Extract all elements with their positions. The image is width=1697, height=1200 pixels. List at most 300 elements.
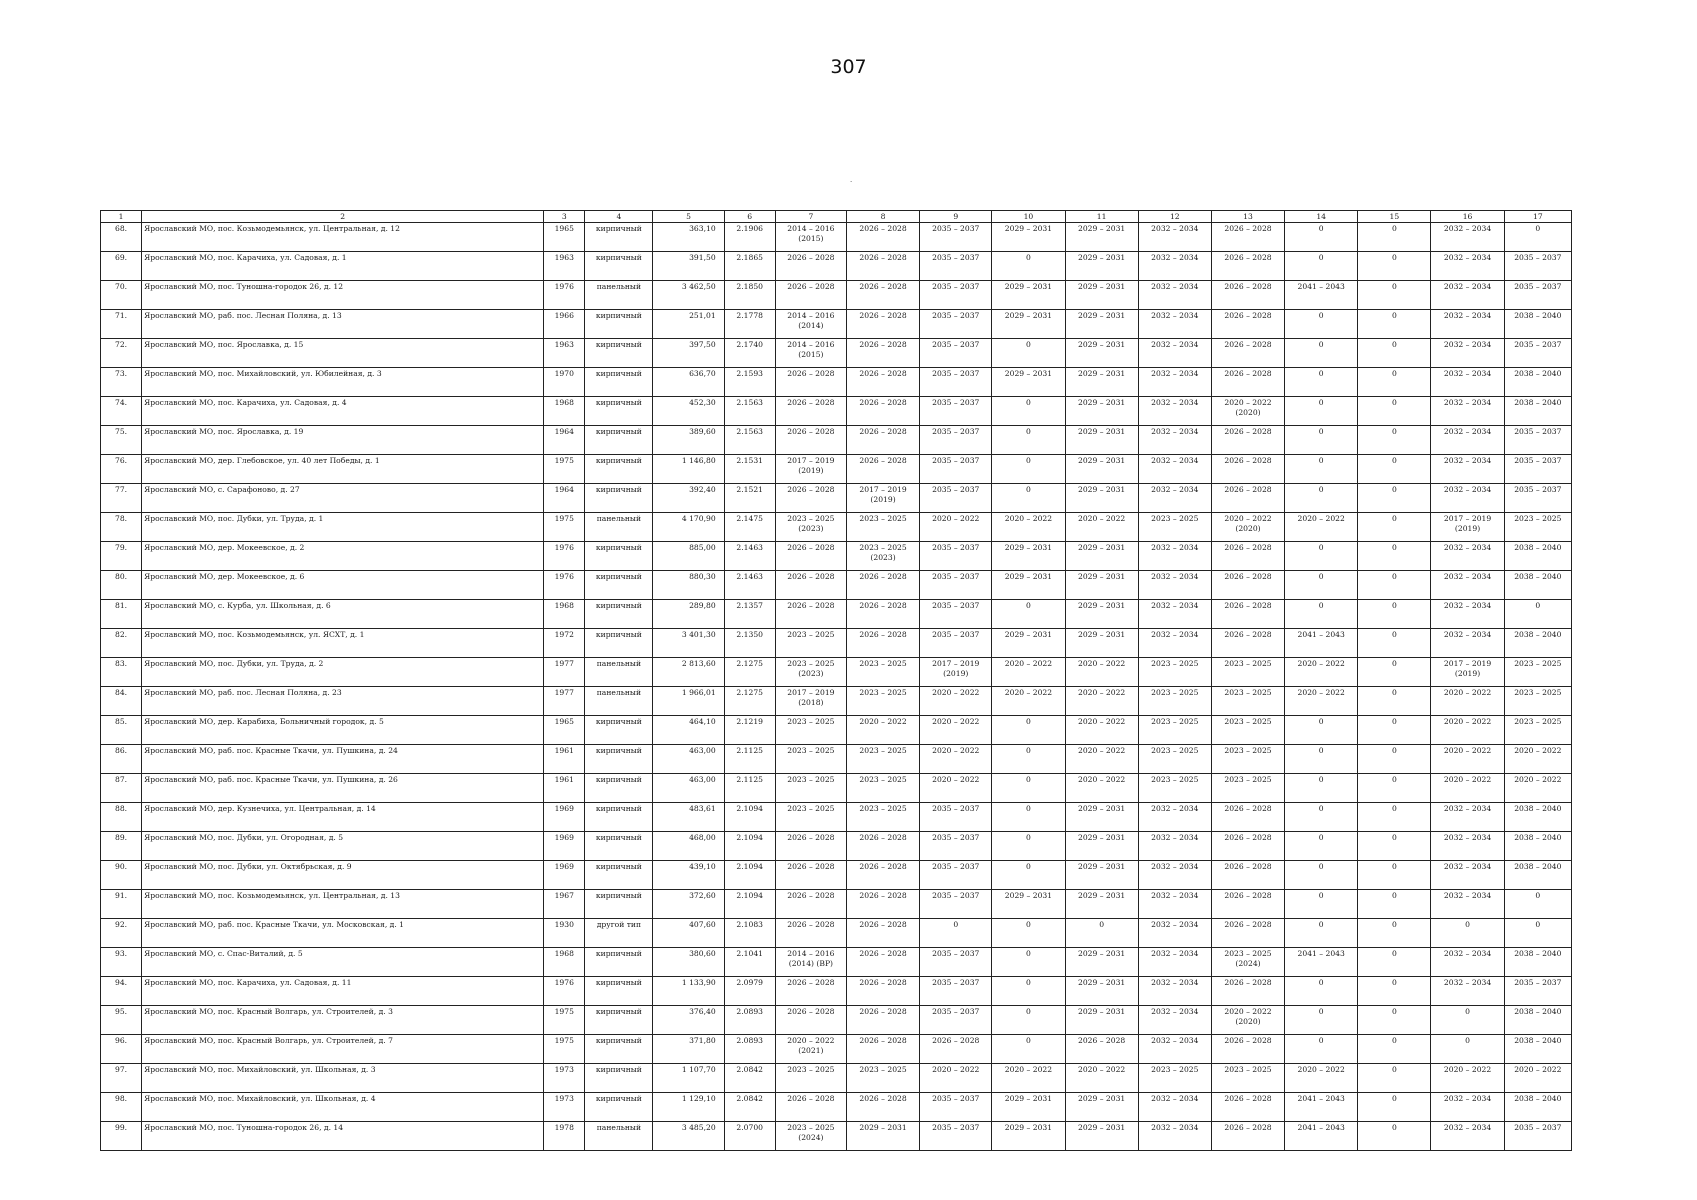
table-cell-col-13: 2020 – 2022 (2020) [1211, 1006, 1284, 1035]
table-row [101, 629, 1572, 658]
table-cell-col-17: 2038 – 2040 [1504, 542, 1571, 571]
table-cell-col-15: 0 [1358, 861, 1431, 890]
table-cell-col-8: 2026 – 2028 [846, 600, 919, 629]
table-cell-col-13: 2026 – 2028 [1211, 919, 1284, 948]
table-cell-col-15: 0 [1358, 252, 1431, 281]
table-cell-col-14: 0 [1285, 919, 1358, 948]
table-cell-col-11: 2020 – 2022 [1065, 513, 1138, 542]
table-cell-col-8: 2026 – 2028 [846, 310, 919, 339]
table-cell-col-7: 2017 – 2019 (2018) [775, 687, 846, 716]
table-cell-col-12: 2032 – 2034 [1138, 629, 1211, 658]
table-cell-col-17: 2035 – 2037 [1504, 252, 1571, 281]
table-cell-col-6: 2.1475 [724, 513, 775, 542]
table-cell-col-13: 2023 – 2025 [1211, 774, 1284, 803]
table-cell-col-7: 2026 – 2028 [775, 919, 846, 948]
table-cell-col-15: 0 [1358, 571, 1431, 600]
table-cell-col-9: 2035 – 2037 [920, 426, 992, 455]
table-cell-col-13: 2026 – 2028 [1211, 861, 1284, 890]
table-cell-col-17: 2023 – 2025 [1504, 658, 1571, 687]
table-cell-col-7: 2023 – 2025 [775, 629, 846, 658]
column-header-1: 1 [101, 211, 142, 223]
table-cell-col-13: 2023 – 2025 [1211, 716, 1284, 745]
table-cell-col-4: кирпичный [585, 223, 653, 252]
table-cell-col-4: кирпичный [585, 397, 653, 426]
table-cell-col-10: 0 [992, 977, 1065, 1006]
table-cell-col-17: 0 [1504, 890, 1571, 919]
table-cell-col-1: 83. [101, 658, 142, 687]
table-cell-col-9: 2035 – 2037 [920, 339, 992, 368]
table-cell-col-17: 2035 – 2037 [1504, 977, 1571, 1006]
table-cell-col-17: 2035 – 2037 [1504, 339, 1571, 368]
table-cell-col-2: Ярославский МО, пос. Козьмодемьянск, ул. Центральная, д. 12 [142, 223, 544, 252]
table-cell-col-14: 0 [1285, 803, 1358, 832]
table-cell-col-6: 2.1906 [724, 223, 775, 252]
table-cell-col-9: 2035 – 2037 [920, 861, 992, 890]
table-cell-col-9: 2035 – 2037 [920, 803, 992, 832]
table-cell-col-10: 2029 – 2031 [992, 1093, 1065, 1122]
table-row [101, 658, 1572, 687]
table-cell-col-4: кирпичный [585, 1064, 653, 1093]
table-row [101, 600, 1572, 629]
table-cell-col-10: 0 [992, 948, 1065, 977]
table-cell-col-3: 1966 [544, 310, 585, 339]
table-cell-col-8: 2026 – 2028 [846, 977, 919, 1006]
table-cell-col-2: Ярославский МО, раб. пос. Лесная Поляна, д. 13 [142, 310, 544, 339]
table-cell-col-2: Ярославский МО, пос. Козьмодемьянск, ул. Центральная, д. 13 [142, 890, 544, 919]
table-cell-col-13: 2026 – 2028 [1211, 1093, 1284, 1122]
table-cell-col-6: 2.1083 [724, 919, 775, 948]
table-cell-col-5: 1 107,70 [653, 1064, 724, 1093]
table-cell-col-11: 2026 – 2028 [1065, 1035, 1138, 1064]
table-cell-col-2: Ярославский МО, с. Сарафоново, д. 27 [142, 484, 544, 513]
table-cell-col-9: 2035 – 2037 [920, 571, 992, 600]
table-cell-col-8: 2023 – 2025 [846, 658, 919, 687]
table-cell-col-17: 2038 – 2040 [1504, 1093, 1571, 1122]
table-cell-col-11: 2020 – 2022 [1065, 687, 1138, 716]
table-cell-col-13: 2026 – 2028 [1211, 1035, 1284, 1064]
table-cell-col-9: 2035 – 2037 [920, 397, 992, 426]
table-cell-col-12: 2023 – 2025 [1138, 687, 1211, 716]
table-cell-col-16: 2032 – 2034 [1431, 1122, 1504, 1151]
table-cell-col-12: 2032 – 2034 [1138, 832, 1211, 861]
table-cell-col-11: 2029 – 2031 [1065, 252, 1138, 281]
table-cell-col-15: 0 [1358, 1122, 1431, 1151]
table-cell-col-9: 2035 – 2037 [920, 455, 992, 484]
table-cell-col-16: 2017 – 2019 (2019) [1431, 658, 1504, 687]
table-cell-col-15: 0 [1358, 1093, 1431, 1122]
table-cell-col-6: 2.0842 [724, 1093, 775, 1122]
table-cell-col-14: 2041 – 2043 [1285, 281, 1358, 310]
table-cell-col-16: 2032 – 2034 [1431, 542, 1504, 571]
table-cell-col-10: 2029 – 2031 [992, 1122, 1065, 1151]
table-cell-col-4: кирпичный [585, 1093, 653, 1122]
table-cell-col-16: 2032 – 2034 [1431, 1093, 1504, 1122]
table-cell-col-13: 2020 – 2022 (2020) [1211, 397, 1284, 426]
table-cell-col-12: 2032 – 2034 [1138, 571, 1211, 600]
table-cell-col-8: 2026 – 2028 [846, 252, 919, 281]
table-cell-col-16: 0 [1431, 1035, 1504, 1064]
table-cell-col-2: Ярославский МО, дер. Мокеевское, д. 6 [142, 571, 544, 600]
table-cell-col-13: 2023 – 2025 [1211, 658, 1284, 687]
table-cell-col-1: 95. [101, 1006, 142, 1035]
table-cell-col-11: 2020 – 2022 [1065, 1064, 1138, 1093]
table-cell-col-2: Ярославский МО, пос. Карачиха, ул. Садовая, д. 1 [142, 252, 544, 281]
table-row [101, 803, 1572, 832]
table-cell-col-4: кирпичный [585, 1006, 653, 1035]
table-cell-col-13: 2026 – 2028 [1211, 310, 1284, 339]
table-cell-col-8: 2023 – 2025 [846, 687, 919, 716]
table-cell-col-14: 0 [1285, 426, 1358, 455]
table-cell-col-4: кирпичный [585, 890, 653, 919]
table-cell-col-10: 0 [992, 339, 1065, 368]
table-cell-col-9: 2020 – 2022 [920, 687, 992, 716]
table-cell-col-4: кирпичный [585, 571, 653, 600]
table-cell-col-13: 2026 – 2028 [1211, 600, 1284, 629]
table-cell-col-1: 87. [101, 774, 142, 803]
table-cell-col-12: 2023 – 2025 [1138, 716, 1211, 745]
table-cell-col-13: 2026 – 2028 [1211, 890, 1284, 919]
table-cell-col-4: кирпичный [585, 339, 653, 368]
column-header-6: 6 [724, 211, 775, 223]
table-cell-col-15: 0 [1358, 484, 1431, 513]
column-header-2: 2 [142, 211, 544, 223]
table-cell-col-3: 1976 [544, 281, 585, 310]
table-cell-col-3: 1973 [544, 1093, 585, 1122]
table-cell-col-8: 2023 – 2025 [846, 803, 919, 832]
table-cell-col-14: 0 [1285, 455, 1358, 484]
column-header-3: 3 [544, 211, 585, 223]
table-cell-col-15: 0 [1358, 1035, 1431, 1064]
table-cell-col-3: 1976 [544, 571, 585, 600]
table-cell-col-12: 2023 – 2025 [1138, 658, 1211, 687]
table-cell-col-11: 2020 – 2022 [1065, 745, 1138, 774]
table-cell-col-9: 2035 – 2037 [920, 1122, 992, 1151]
table-cell-col-16: 2032 – 2034 [1431, 426, 1504, 455]
table-cell-col-7: 2023 – 2025 [775, 774, 846, 803]
table-cell-col-17: 0 [1504, 919, 1571, 948]
column-header-11: 11 [1065, 211, 1138, 223]
table-cell-col-17: 2020 – 2022 [1504, 774, 1571, 803]
table-row [101, 484, 1572, 513]
table-cell-col-6: 2.0893 [724, 1006, 775, 1035]
table-cell-col-6: 2.1094 [724, 890, 775, 919]
table-row [101, 716, 1572, 745]
table-cell-col-5: 376,40 [653, 1006, 724, 1035]
table-cell-col-5: 4 170,90 [653, 513, 724, 542]
table-cell-col-1: 78. [101, 513, 142, 542]
table-cell-col-7: 2023 – 2025 [775, 716, 846, 745]
table-cell-col-2: Ярославский МО, пос. Дубки, ул. Огородная, д. 5 [142, 832, 544, 861]
table-cell-col-12: 2032 – 2034 [1138, 600, 1211, 629]
table-cell-col-14: 0 [1285, 890, 1358, 919]
table-cell-col-3: 1965 [544, 716, 585, 745]
table-cell-col-2: Ярославский МО, раб. пос. Красные Ткачи, ул. Московская, д. 1 [142, 919, 544, 948]
table-cell-col-9: 2020 – 2022 [920, 774, 992, 803]
table-cell-col-9: 2035 – 2037 [920, 542, 992, 571]
table-cell-col-11: 2020 – 2022 [1065, 774, 1138, 803]
table-cell-col-7: 2017 – 2019 (2019) [775, 455, 846, 484]
table-cell-col-13: 2026 – 2028 [1211, 977, 1284, 1006]
table-cell-col-4: кирпичный [585, 252, 653, 281]
table-cell-col-1: 91. [101, 890, 142, 919]
table-cell-col-11: 2029 – 2031 [1065, 1006, 1138, 1035]
table-cell-col-14: 0 [1285, 977, 1358, 1006]
table-cell-col-7: 2020 – 2022 (2021) [775, 1035, 846, 1064]
table-row [101, 1035, 1572, 1064]
table-cell-col-17: 2023 – 2025 [1504, 513, 1571, 542]
table-cell-col-10: 2020 – 2022 [992, 1064, 1065, 1093]
table-cell-col-2: Ярославский МО, пос. Ярославка, д. 19 [142, 426, 544, 455]
table-row [101, 397, 1572, 426]
table-cell-col-14: 0 [1285, 1035, 1358, 1064]
column-header-13: 13 [1211, 211, 1284, 223]
table-cell-col-9: 2035 – 2037 [920, 948, 992, 977]
table-cell-col-13: 2026 – 2028 [1211, 832, 1284, 861]
table-cell-col-7: 2026 – 2028 [775, 368, 846, 397]
table-cell-col-8: 2026 – 2028 [846, 1006, 919, 1035]
column-header-12: 12 [1138, 211, 1211, 223]
table-cell-col-17: 2035 – 2037 [1504, 426, 1571, 455]
table-cell-col-16: 2032 – 2034 [1431, 455, 1504, 484]
table-cell-col-16: 2032 – 2034 [1431, 890, 1504, 919]
table-cell-col-16: 2020 – 2022 [1431, 774, 1504, 803]
table-cell-col-3: 1930 [544, 919, 585, 948]
table-cell-col-1: 68. [101, 223, 142, 252]
table-cell-col-7: 2023 – 2025 (2023) [775, 658, 846, 687]
table-cell-col-1: 85. [101, 716, 142, 745]
table-cell-col-7: 2014 – 2016 (2014) [775, 310, 846, 339]
table-cell-col-14: 0 [1285, 571, 1358, 600]
table-cell-col-11: 2029 – 2031 [1065, 281, 1138, 310]
table-cell-col-6: 2.0700 [724, 1122, 775, 1151]
table-cell-col-13: 2026 – 2028 [1211, 368, 1284, 397]
table-cell-col-4: кирпичный [585, 1035, 653, 1064]
table-cell-col-13: 2023 – 2025 [1211, 1064, 1284, 1093]
table-cell-col-1: 98. [101, 1093, 142, 1122]
table-cell-col-13: 2026 – 2028 [1211, 803, 1284, 832]
table-cell-col-8: 2026 – 2028 [846, 861, 919, 890]
table-cell-col-5: 372,60 [653, 890, 724, 919]
table-cell-col-17: 2035 – 2037 [1504, 484, 1571, 513]
table-cell-col-2: Ярославский МО, пос. Михайловский, ул. Юбилейная, д. 3 [142, 368, 544, 397]
table-cell-col-3: 1963 [544, 339, 585, 368]
table-cell-col-9: 2035 – 2037 [920, 1093, 992, 1122]
table-row [101, 977, 1572, 1006]
housing-register-table [100, 210, 1572, 1151]
table-cell-col-2: Ярославский МО, пос. Дубки, ул. Труда, д. 2 [142, 658, 544, 687]
table-row [101, 252, 1572, 281]
table-cell-col-7: 2023 – 2025 [775, 745, 846, 774]
table-cell-col-14: 2041 – 2043 [1285, 948, 1358, 977]
table-cell-col-8: 2026 – 2028 [846, 281, 919, 310]
table-cell-col-2: Ярославский МО, пос. Дубки, ул. Труда, д. 1 [142, 513, 544, 542]
table-cell-col-15: 0 [1358, 890, 1431, 919]
table-cell-col-3: 1972 [544, 629, 585, 658]
table-cell-col-11: 2029 – 2031 [1065, 339, 1138, 368]
table-cell-col-11: 2029 – 2031 [1065, 223, 1138, 252]
table-cell-col-5: 363,10 [653, 223, 724, 252]
table-cell-col-3: 1977 [544, 658, 585, 687]
table-cell-col-8: 2026 – 2028 [846, 629, 919, 658]
table-cell-col-14: 2041 – 2043 [1285, 629, 1358, 658]
table-cell-col-2: Ярославский МО, дер. Карабиха, Больничный городок, д. 5 [142, 716, 544, 745]
table-cell-col-15: 0 [1358, 310, 1431, 339]
table-cell-col-5: 464,10 [653, 716, 724, 745]
table-cell-col-9: 2035 – 2037 [920, 252, 992, 281]
table-cell-col-9: 2017 – 2019 (2019) [920, 658, 992, 687]
table-cell-col-6: 2.1463 [724, 542, 775, 571]
table-cell-col-16: 0 [1431, 1006, 1504, 1035]
table-cell-col-5: 380,60 [653, 948, 724, 977]
table-row [101, 890, 1572, 919]
table-cell-col-13: 2026 – 2028 [1211, 484, 1284, 513]
table-cell-col-15: 0 [1358, 542, 1431, 571]
table-cell-col-1: 99. [101, 1122, 142, 1151]
table-cell-col-2: Ярославский МО, с. Спас-Виталий, д. 5 [142, 948, 544, 977]
table-cell-col-7: 2023 – 2025 (2023) [775, 513, 846, 542]
table-cell-col-16: 2032 – 2034 [1431, 600, 1504, 629]
table-cell-col-14: 2020 – 2022 [1285, 513, 1358, 542]
table-cell-col-8: 2026 – 2028 [846, 571, 919, 600]
table-cell-col-13: 2023 – 2025 [1211, 745, 1284, 774]
table-cell-col-4: кирпичный [585, 600, 653, 629]
table-cell-col-9: 2020 – 2022 [920, 716, 992, 745]
table-cell-col-7: 2026 – 2028 [775, 861, 846, 890]
table-cell-col-9: 2035 – 2037 [920, 629, 992, 658]
table-cell-col-7: 2026 – 2028 [775, 281, 846, 310]
table-cell-col-10: 0 [992, 1035, 1065, 1064]
table-cell-col-10: 0 [992, 455, 1065, 484]
table-cell-col-2: Ярославский МО, раб. пос. Красные Ткачи, ул. Пушкина, д. 26 [142, 774, 544, 803]
table-cell-col-8: 2026 – 2028 [846, 455, 919, 484]
table-cell-col-15: 0 [1358, 774, 1431, 803]
table-cell-col-11: 2029 – 2031 [1065, 1122, 1138, 1151]
table-cell-col-14: 0 [1285, 600, 1358, 629]
column-header-10: 10 [992, 211, 1065, 223]
table-cell-col-17: 2035 – 2037 [1504, 455, 1571, 484]
table-cell-col-13: 2026 – 2028 [1211, 281, 1284, 310]
table-cell-col-10: 0 [992, 919, 1065, 948]
table-cell-col-11: 2029 – 2031 [1065, 890, 1138, 919]
table-cell-col-15: 0 [1358, 339, 1431, 368]
table-cell-col-3: 1967 [544, 890, 585, 919]
table-cell-col-16: 2020 – 2022 [1431, 687, 1504, 716]
table-cell-col-11: 2029 – 2031 [1065, 397, 1138, 426]
table-cell-col-10: 2029 – 2031 [992, 890, 1065, 919]
table-cell-col-11: 2029 – 2031 [1065, 426, 1138, 455]
table-cell-col-6: 2.1593 [724, 368, 775, 397]
table-cell-col-11: 2020 – 2022 [1065, 716, 1138, 745]
table-cell-col-7: 2023 – 2025 [775, 1064, 846, 1093]
table-cell-col-13: 2026 – 2028 [1211, 223, 1284, 252]
table-cell-col-1: 94. [101, 977, 142, 1006]
table-cell-col-6: 2.0893 [724, 1035, 775, 1064]
table-cell-col-16: 2032 – 2034 [1431, 281, 1504, 310]
table-cell-col-2: Ярославский МО, пос. Красный Волгарь, ул. Строителей, д. 3 [142, 1006, 544, 1035]
table-cell-col-1: 89. [101, 832, 142, 861]
table-cell-col-12: 2032 – 2034 [1138, 484, 1211, 513]
table-cell-col-11: 2029 – 2031 [1065, 803, 1138, 832]
table-cell-col-10: 0 [992, 774, 1065, 803]
table-cell-col-11: 2029 – 2031 [1065, 1093, 1138, 1122]
table-cell-col-15: 0 [1358, 629, 1431, 658]
table-cell-col-13: 2020 – 2022 (2020) [1211, 513, 1284, 542]
table-cell-col-3: 1964 [544, 426, 585, 455]
table-cell-col-17: 0 [1504, 223, 1571, 252]
table-cell-col-2: Ярославский МО, пос. Дубки, ул. Октябрьская, д. 9 [142, 861, 544, 890]
table-cell-col-4: другой тип [585, 919, 653, 948]
table-cell-col-7: 2026 – 2028 [775, 397, 846, 426]
table-cell-col-4: кирпичный [585, 948, 653, 977]
table-cell-col-5: 3 401,30 [653, 629, 724, 658]
table-cell-col-16: 2032 – 2034 [1431, 484, 1504, 513]
table-cell-col-5: 636,70 [653, 368, 724, 397]
table-cell-col-8: 2023 – 2025 [846, 774, 919, 803]
table-cell-col-15: 0 [1358, 397, 1431, 426]
table-cell-col-6: 2.1275 [724, 658, 775, 687]
table-cell-col-14: 0 [1285, 310, 1358, 339]
table-cell-col-10: 2029 – 2031 [992, 310, 1065, 339]
table-cell-col-5: 885,00 [653, 542, 724, 571]
table-cell-col-12: 2032 – 2034 [1138, 252, 1211, 281]
table-cell-col-1: 74. [101, 397, 142, 426]
table-cell-col-14: 2041 – 2043 [1285, 1122, 1358, 1151]
table-cell-col-8: 2029 – 2031 [846, 1122, 919, 1151]
table-cell-col-4: кирпичный [585, 716, 653, 745]
table-cell-col-6: 2.1350 [724, 629, 775, 658]
table-cell-col-3: 1969 [544, 832, 585, 861]
table-cell-col-3: 1965 [544, 223, 585, 252]
table-cell-col-6: 2.1563 [724, 426, 775, 455]
table-cell-col-1: 93. [101, 948, 142, 977]
table-cell-col-1: 70. [101, 281, 142, 310]
table-cell-col-15: 0 [1358, 426, 1431, 455]
table-cell-col-3: 1975 [544, 1006, 585, 1035]
table-cell-col-8: 2026 – 2028 [846, 223, 919, 252]
table-cell-col-7: 2023 – 2025 (2024) [775, 1122, 846, 1151]
table-cell-col-3: 1963 [544, 252, 585, 281]
table-cell-col-5: 289,80 [653, 600, 724, 629]
table-cell-col-10: 2029 – 2031 [992, 368, 1065, 397]
table-cell-col-4: кирпичный [585, 542, 653, 571]
table-cell-col-14: 0 [1285, 339, 1358, 368]
table-cell-col-6: 2.1219 [724, 716, 775, 745]
table-cell-col-15: 0 [1358, 687, 1431, 716]
table-cell-col-4: кирпичный [585, 832, 653, 861]
table-cell-col-5: 3 485,20 [653, 1122, 724, 1151]
table-cell-col-15: 0 [1358, 1006, 1431, 1035]
table-cell-col-2: Ярославский МО, пос. Ярославка, д. 15 [142, 339, 544, 368]
table-cell-col-6: 2.1094 [724, 803, 775, 832]
table-cell-col-17: 0 [1504, 600, 1571, 629]
table-cell-col-4: кирпичный [585, 310, 653, 339]
table-cell-col-15: 0 [1358, 977, 1431, 1006]
table-cell-col-6: 2.1563 [724, 397, 775, 426]
table-cell-col-14: 0 [1285, 252, 1358, 281]
table-cell-col-6: 2.1740 [724, 339, 775, 368]
table-cell-col-13: 2026 – 2028 [1211, 542, 1284, 571]
table-cell-col-16: 2032 – 2034 [1431, 252, 1504, 281]
table-row [101, 455, 1572, 484]
table-cell-col-9: 2035 – 2037 [920, 832, 992, 861]
table-cell-col-15: 0 [1358, 513, 1431, 542]
table-cell-col-9: 2020 – 2022 [920, 1064, 992, 1093]
table-cell-col-10: 0 [992, 397, 1065, 426]
table-cell-col-7: 2026 – 2028 [775, 832, 846, 861]
scan-speck: · [850, 178, 853, 186]
table-cell-col-10: 0 [992, 600, 1065, 629]
table-cell-col-17: 2020 – 2022 [1504, 745, 1571, 774]
